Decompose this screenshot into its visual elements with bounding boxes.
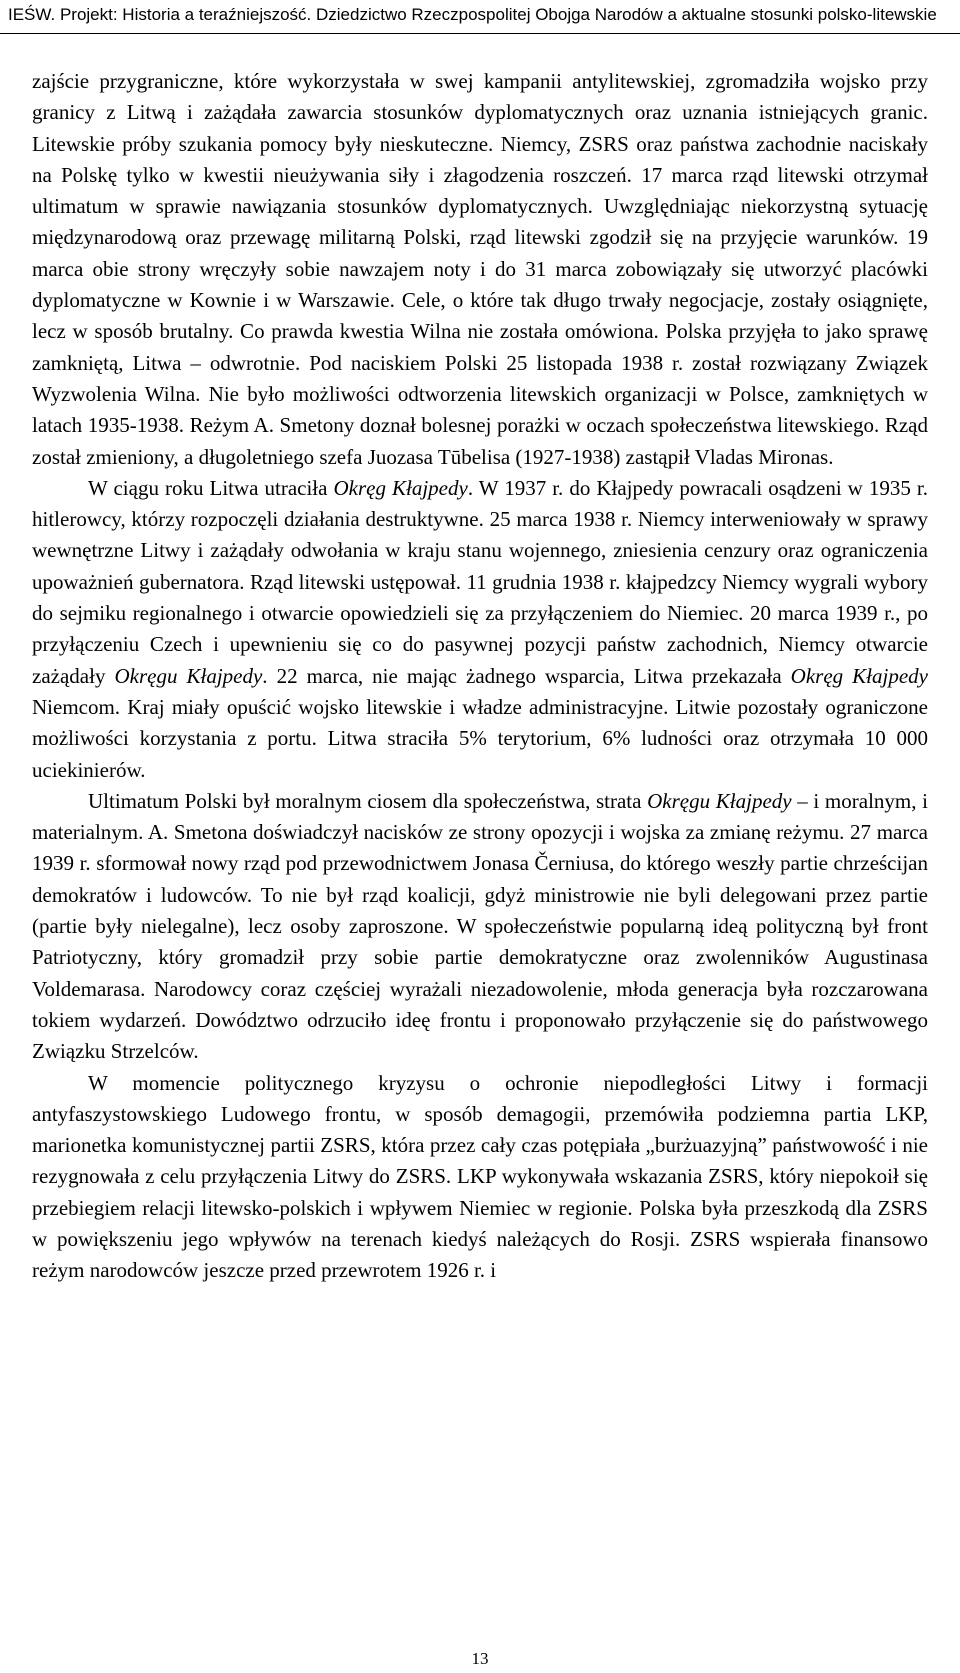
header-divider (0, 33, 960, 34)
paragraph-4 (32, 1068, 928, 1287)
text-run: W ciągu roku Litwa utraciła (88, 475, 334, 500)
text-run: . 22 marca, nie mając żadnego wsparcia, Litwa przekazała (262, 663, 791, 688)
text-run: – i moralnym, i materialnym. A. Smetona doświadczył nacisków ze strony opozycji i wojska za zmianę reżymu. 27 marca 1939 r. sformował nowy rząd pod przewodnictwem Jonasa Černiusa, do którego weszły partie chrześcijan demokratów i ludowców. To nie był rząd koalicji, gdyż ministrowie nie byli delegowani przez partie (partie były nielegalne), lecz osoby zaproszone. W społeczeństwie popularną ideą polityczną był front Patriotyczny, który gromadził przy sobie partie demokratyczne oraz zwolenników Augustinasa Voldemarasa. Narodowcy coraz częściej wyrażali niezadowolenie, młoda generacja była rozczarowana tokiem wydarzeń. Dowództwo odrzuciło ideę frontu i proponowało przyłączenie się do państwowego Związku Strzelców. (32, 788, 928, 1064)
italic-term: Okręg Kłajpedy (333, 475, 468, 500)
paragraph-2 (32, 473, 928, 786)
text-run: W momencie politycznego kryzysu o ochronie niepodległości Litwy i formacji antyfaszystowskiego Ludowego frontu, w sposób demagogii, przemówiła podziemna partia LKP, marionetka komunistycznej partii ZSRS, która przez cały czas potępiała „burżuazyjną” państwowość i nie rezygnowała z celu przyłączenia Litwy do ZSRS. LKP wykonywała wskazania ZSRS, który niepokoił się przebiegiem relacji litewsko-polskich i wpływem Niemiec w regionie. Polska była przeszkodą dla ZSRS w powiększeniu jego wpływów na terenach kiedyś należących do Rosji. ZSRS wspierała finansowo reżym narodowców jeszcze przed przewrotem 1926 r. i (32, 1070, 928, 1283)
body-text (32, 66, 928, 1287)
page-number: 13 (471, 1649, 489, 1668)
paragraph-3 (32, 786, 928, 1068)
paragraph-1 (32, 66, 928, 473)
text-run: . W 1937 r. do Kłajpedy powracali osądzeni w 1935 r. hitlerowcy, którzy rozpoczęli działania destruktywne. 25 marca 1938 r. Niemcy interweniowały w sprawy wewnętrzne Litwy i zażądały odwołania w kraju stanu wojennego, zniesienia cenzury oraz ograniczenia upoważnień gubernatora. Rząd litewski ustępował. 11 grudnia 1938 r. kłajpedzcy Niemcy wygrali wybory do sejmiku regionalnego i otwarcie opowiedzieli się za przyłączeniem do Niemiec. 20 marca 1939 r., po przyłączeniu Czech i upewnieniu się co do pasywnej pozycji państw zachodnich, Niemcy otwarcie zażądały (32, 475, 928, 688)
running-header: IEŚW. Projekt: Historia a teraźniejszość. Dziedzictwo Rzeczpospolitej Obojga Narodów a aktualne stosunki polsko-litewskie (8, 5, 937, 24)
italic-term: Okręg Kłajpedy (790, 663, 928, 688)
text-run: zajście przygraniczne, które wykorzystała w swej kampanii antylitewskiej, zgromadziła wojsko przy granicy z Litwą i zażądała zawarcia stosunków dyplomatycznych oraz uznania istniejących granic. Litewskie próby szukania pomocy były nieskuteczne. Niemcy, ZSRS oraz państwa zachodnie naciskały na Polskę tylko w kwestii nieużywania siły i złagodzenia roszczeń. 17 marca rząd litewski otrzymał ultimatum w sprawie nawiązania stosunków dyplomatycznych. Uwzględniając niekorzystną sytuację międzynarodową oraz przewagę militarną Polski, rząd litewski zgodził się na przyjęcie warunków. 19 marca obie strony wręczyły sobie nawzajem noty i do 31 marca zobowiązały się utworzyć placówki dyplomatyczne w Kownie i w Warszawie. Cele, o które tak długo trwały negocjacje, zostały osiągnięte, lecz w sposób brutalny. Co prawda kwestia Wilna nie została omówiona. Polska przyjęła to jako sprawę zamkniętą, Litwa – odwrotnie. Pod naciskiem Polski 25 listopada 1938 r. został rozwiązany Związek Wyzwolenia Wilna. Nie było możliwości odtworzenia litewskich organizacji w Polsce, zamkniętych w latach 1935-1938. Reżym A. Smetony doznał bolesnej porażki w oczach społeczeństwa litewskiego. Rząd został zmieniony, a długoletniego szefa Juozasa Tūbelisa (1927-1938) zastąpił Vladas Mironas. (32, 69, 928, 469)
italic-term: Okręgu Kłajpedy (647, 788, 792, 813)
text-run: Niemcom. Kraj miały opuścić wojsko litewskie i władze administracyjne. Litwie pozostały ograniczone możliwości korzystania z portu. Litwa straciła 5% terytorium, 6% ludności oraz otrzymała 10 000 uciekinierów. (32, 694, 928, 782)
italic-term: Okręgu Kłajpedy (114, 663, 263, 688)
text-run: Ultimatum Polski był moralnym ciosem dla społeczeństwa, strata (88, 788, 648, 813)
